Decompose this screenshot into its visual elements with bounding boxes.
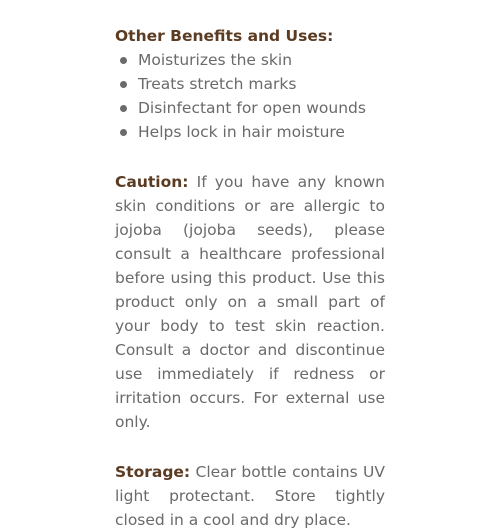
benefits-list bbox=[115, 48, 385, 144]
bullet-icon bbox=[120, 81, 127, 88]
storage-label: Storage: bbox=[115, 463, 191, 481]
caution-paragraph bbox=[115, 170, 385, 434]
storage-paragraph bbox=[115, 460, 385, 532]
benefit-text: Helps lock in hair moisture bbox=[138, 123, 345, 141]
benefit-text: Disinfectant for open wounds bbox=[138, 99, 366, 117]
benefits-section bbox=[115, 24, 385, 144]
product-info-panel bbox=[115, 24, 385, 532]
caution-label: Caution: bbox=[115, 173, 189, 191]
list-item bbox=[115, 72, 385, 96]
benefit-text: Treats stretch marks bbox=[138, 75, 297, 93]
bullet-icon bbox=[120, 57, 127, 64]
list-item bbox=[115, 120, 385, 144]
benefits-heading: Other Benefits and Uses: bbox=[115, 27, 334, 45]
bullet-icon bbox=[120, 105, 127, 112]
bullet-icon bbox=[120, 129, 127, 136]
list-item bbox=[115, 96, 385, 120]
storage-text: Clear bottle contains UV light protectant. Store tightly closed in a cool and dry place. bbox=[115, 463, 385, 529]
list-item bbox=[115, 48, 385, 72]
benefit-text: Moisturizes the skin bbox=[138, 51, 293, 69]
caution-text: If you have any known skin conditions or are allergic to jojoba (jojoba seeds), please consult a healthcare professional before using this product. Use this product only on a small part of your body to test skin reaction. Consult a doctor and discontinue use immediately if redness or irritation occurs. For external use only. bbox=[115, 173, 385, 431]
